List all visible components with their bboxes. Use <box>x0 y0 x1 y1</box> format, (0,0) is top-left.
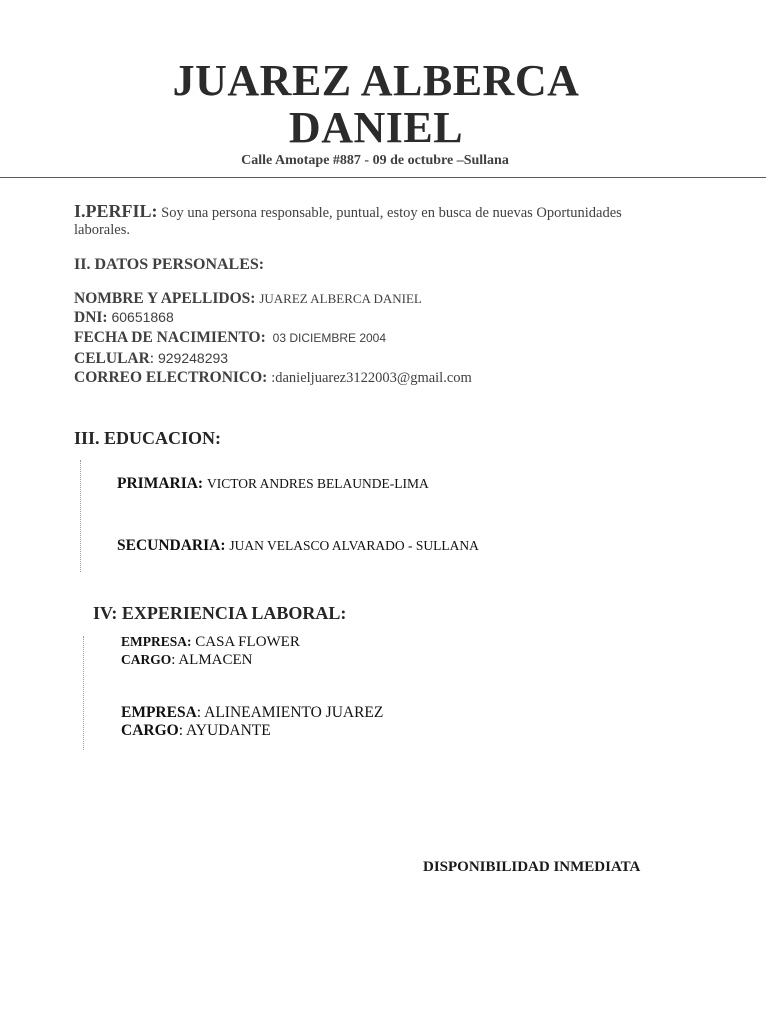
personal-phone-value: 929248293 <box>157 350 229 366</box>
personal-birthdate-row <box>74 329 386 347</box>
personal-email-value: :danieljuarez3122003@gmail.com <box>271 370 472 386</box>
profile-label: I.PERFIL: <box>74 201 158 221</box>
education-primary-row <box>117 475 429 493</box>
personal-name-value: JUAREZ ALBERCA DANIEL <box>259 291 422 306</box>
personal-birthdate-value: 03 DICIEMBRE 2004 <box>272 331 387 345</box>
personal-data-title: II. DATOS PERSONALES: <box>74 256 265 273</box>
personal-name-row: NOMBRE Y APELLIDOS: JUAREZ ALBERCA DANIEL <box>74 290 422 307</box>
experience-title: IV: EXPERIENCIA LABORAL: <box>93 603 347 623</box>
header-divider <box>0 177 766 178</box>
education-secondary-row <box>117 537 479 555</box>
education-secondary-label: SECUNDARIA: <box>117 537 226 554</box>
address-line: Calle Amotape #887 - 09 de octubre –Sullana <box>241 153 509 168</box>
education-primary-value: VICTOR ANDRES BELAUNDE-LIMA <box>206 476 429 491</box>
education-dotted-line <box>80 460 81 572</box>
personal-dni-label: DNI <box>74 309 103 326</box>
job-2-company-row: EMPRESA: ALINEAMIENTO JUAREZ <box>121 704 384 721</box>
job-2-position-row: CARGO: AYUDANTE <box>121 722 271 739</box>
education-primary-label: PRIMARIA: <box>117 475 204 492</box>
personal-dni-value: 60651868 <box>111 309 174 325</box>
job-1-company-row <box>121 634 300 651</box>
personal-phone-row: CELULAR: 929248293 <box>74 350 229 367</box>
job-2-company-value: ALINEAMIENTO JUAREZ <box>204 704 384 721</box>
job-1-position-row: CARGO: ALMACEN <box>121 652 253 668</box>
experience-dotted-line <box>83 636 84 750</box>
availability-note: DISPONIBILIDAD INMEDIATA <box>423 859 641 875</box>
job-2-company-label: EMPRESA <box>121 704 197 721</box>
personal-dni-row: DNI: 60651868 <box>74 309 174 326</box>
personal-email-row <box>74 369 472 387</box>
job-1-position-value: ALMACEN <box>178 652 253 668</box>
job-1-position-label: CARGO <box>121 652 172 667</box>
job-2-position-value: AYUDANTE <box>186 722 271 739</box>
job-2-position-label: CARGO <box>121 722 179 739</box>
job-1-company-label: EMPRESA: <box>121 634 192 649</box>
name-heading-line-1: JUAREZ ALBERCA <box>172 56 580 105</box>
personal-email-label: CORREO ELECTRONICO: <box>74 369 268 386</box>
job-1-company-value: CASA FLOWER <box>195 634 300 650</box>
education-title: III. EDUCACION: <box>74 428 222 448</box>
profile-section <box>74 203 634 239</box>
personal-phone-label: CELULAR <box>74 350 150 367</box>
personal-name-label: NOMBRE Y APELLIDOS <box>74 290 251 307</box>
profile-text: Soy una persona responsable, puntual, estoy en busca de nuevas Oportunidades laborales. <box>74 205 622 238</box>
personal-birthdate-label: FECHA DE NACIMIENTO: <box>74 329 266 346</box>
education-secondary-value: JUAN VELASCO ALVARADO - SULLANA <box>229 538 479 553</box>
name-heading-line-2: DANIEL <box>288 103 464 152</box>
